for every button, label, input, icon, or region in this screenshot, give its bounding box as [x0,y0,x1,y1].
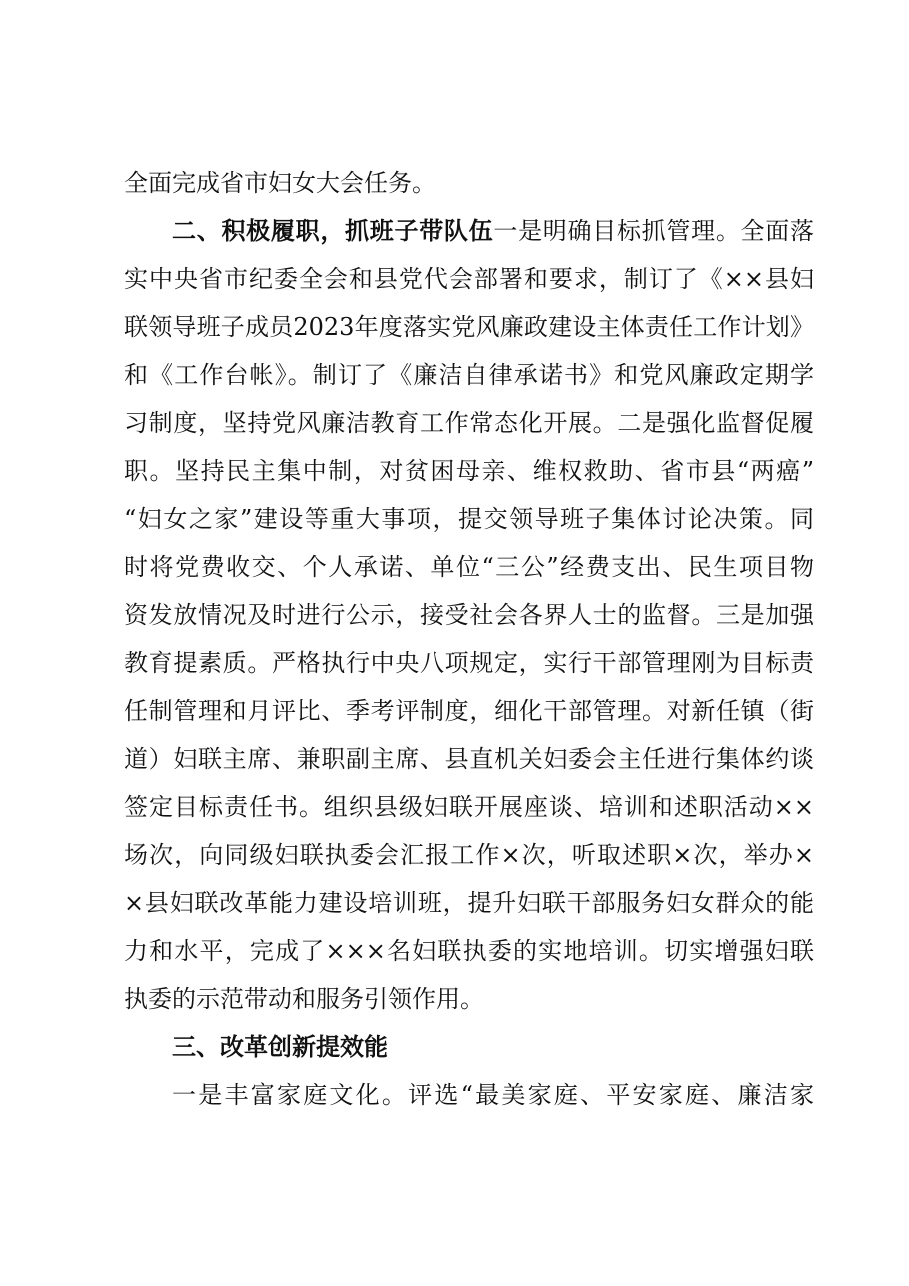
section-2-line-11: 道）妇联主席、兼职副主席、县直机关妇委会主任进行集体约谈 [124,745,814,773]
section-2-line-0: 一是明确目标抓管理。全面落 [493,217,814,245]
section-3-line-0: 一是丰富家庭文化。评选“最美家庭、平安家庭、廉洁家 [172,1081,814,1109]
section-2-line-1: 实中央省市纪委全会和县党代会部署和要求，制订了《××县妇 [124,265,814,293]
section-2-line-8: 资发放情况及时进行公示，接受社会各界人士的监督。三是加强 [124,601,814,629]
section-2-line-12: 签定目标责任书。组织县级妇联开展座谈、培训和述职活动×× [124,793,814,821]
section-3-heading: 三、改革创新提效能 [172,1033,388,1061]
section-2-line-2: 联领导班子成员2023年度落实党风廉政建设主体责任工作计划》 [124,313,814,341]
section-2-line-3: 和《工作台帐》。制订了《廉洁自律承诺书》和党风廉政定期学 [124,361,814,389]
section-2-line-5: 职。坚持民主集中制，对贫困母亲、维权救助、省市县“两癌” [124,457,814,485]
section-2-line-10: 任制管理和月评比、季考评制度，细化干部管理。对新任镇（街 [124,697,814,725]
section-2-line-13: 场次，向同级妇联执委会汇报工作×次，听取述职×次，举办× [124,841,814,869]
section-2-line-7: 时将党费收交、个人承诺、单位“三公”经费支出、民生项目物 [124,553,814,581]
section-2-heading: 二、积极履职，抓班子带队伍 [172,217,494,245]
section-2-first-line [172,213,814,249]
section-2-line-9: 教育提素质。严格执行中央八项规定，实行干部管理刚为目标责 [124,649,814,677]
section-2-line-4: 习制度，坚持党风廉洁教育工作常态化开展。二是强化监督促履 [124,409,814,437]
section-2-line-6: “妇女之家”建设等重大事项，提交领导班子集体讨论决策。同 [124,505,814,533]
section-2-line-15: 力和水平，完成了×××名妇联执委的实地培训。切实增强妇联 [124,937,814,965]
section-2-line-16: 执委的示范带动和服务引领作用。 [124,985,484,1013]
section-2-line-14: ×县妇联改革能力建设培训班，提升妇联干部服务妇女群众的能 [124,889,814,917]
opening-line: 全面完成省市妇女大会任务。 [124,169,436,197]
